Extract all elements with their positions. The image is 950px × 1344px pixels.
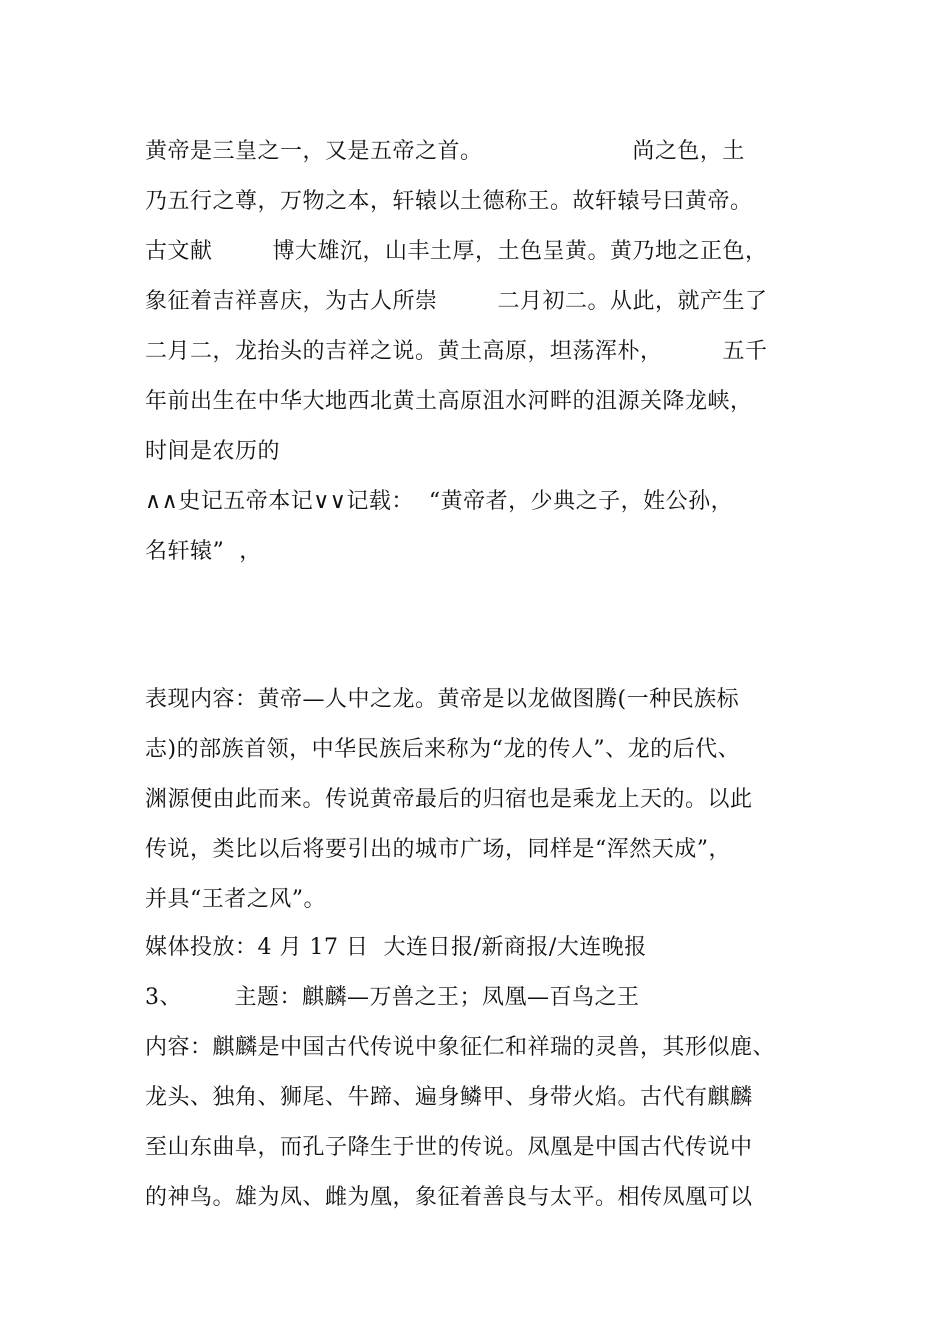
text-line: 象征着吉祥喜庆，为古人所崇 二月初二。从此，就产生了: [145, 289, 768, 314]
text-line: 古文献 博大雄沉，山丰土厚，土色呈黄。黄乃地之正色，: [145, 239, 768, 264]
text-line: 传说，类比以后将要引出的城市广场，同样是“浑然天成”，: [145, 837, 731, 862]
text-line: 名轩辕” ，: [145, 539, 262, 564]
text-line: 内容：麒麟是中国古代传说中象征仁和祥瑞的灵兽，其形似鹿、: [145, 1035, 776, 1060]
text-line: 的神鸟。雄为凤、雌为凰，象征着善良与太平。相传凤凰可以: [145, 1185, 753, 1210]
text-line: 表现内容：黄帝—人中之龙。黄帝是以龙做图腾(一种民族标: [145, 687, 740, 712]
text-line: 年前出生在中华大地西北黄土高原沮水河畔的沮源关降龙峡，: [145, 389, 753, 414]
text-line: 媒体投放：4 月 17 日 大连日报/新商报/大连晚报: [145, 935, 647, 960]
text-line: 志)的部族首领，中华民族后来称为“龙的传人”、龙的后代、: [145, 737, 741, 762]
text-line: 二月二，龙抬头的吉祥之说。黄土高原，坦荡浑朴， 五千: [145, 339, 768, 364]
text-line: ∧∧史记五帝本记∨∨记载： “黄帝者，少典之子，姓公孙，: [145, 489, 734, 514]
text-line: 黄帝是三皇之一，又是五帝之首。 尚之色，土: [145, 139, 745, 164]
text-line: 3、 主题：麒麟—万兽之王；凤凰—百鸟之王: [145, 985, 640, 1010]
text-line: 至山东曲阜，而孔子降生于世的传说。凤凰是中国古代传说中: [145, 1135, 753, 1160]
text-line: 渊源便由此而来。传说黄帝最后的归宿也是乘龙上天的。以此: [145, 787, 753, 812]
text-line: 乃五行之尊，万物之本，轩辕以土德称王。故轩辕号曰黄帝。: [145, 189, 753, 214]
text-line: 并具“王者之风”。: [145, 887, 326, 912]
text-line: 龙头、独角、狮尾、牛蹄、遍身鳞甲、身带火焰。古代有麒麟: [145, 1085, 753, 1110]
text-line: 时间是农历的: [145, 439, 281, 464]
